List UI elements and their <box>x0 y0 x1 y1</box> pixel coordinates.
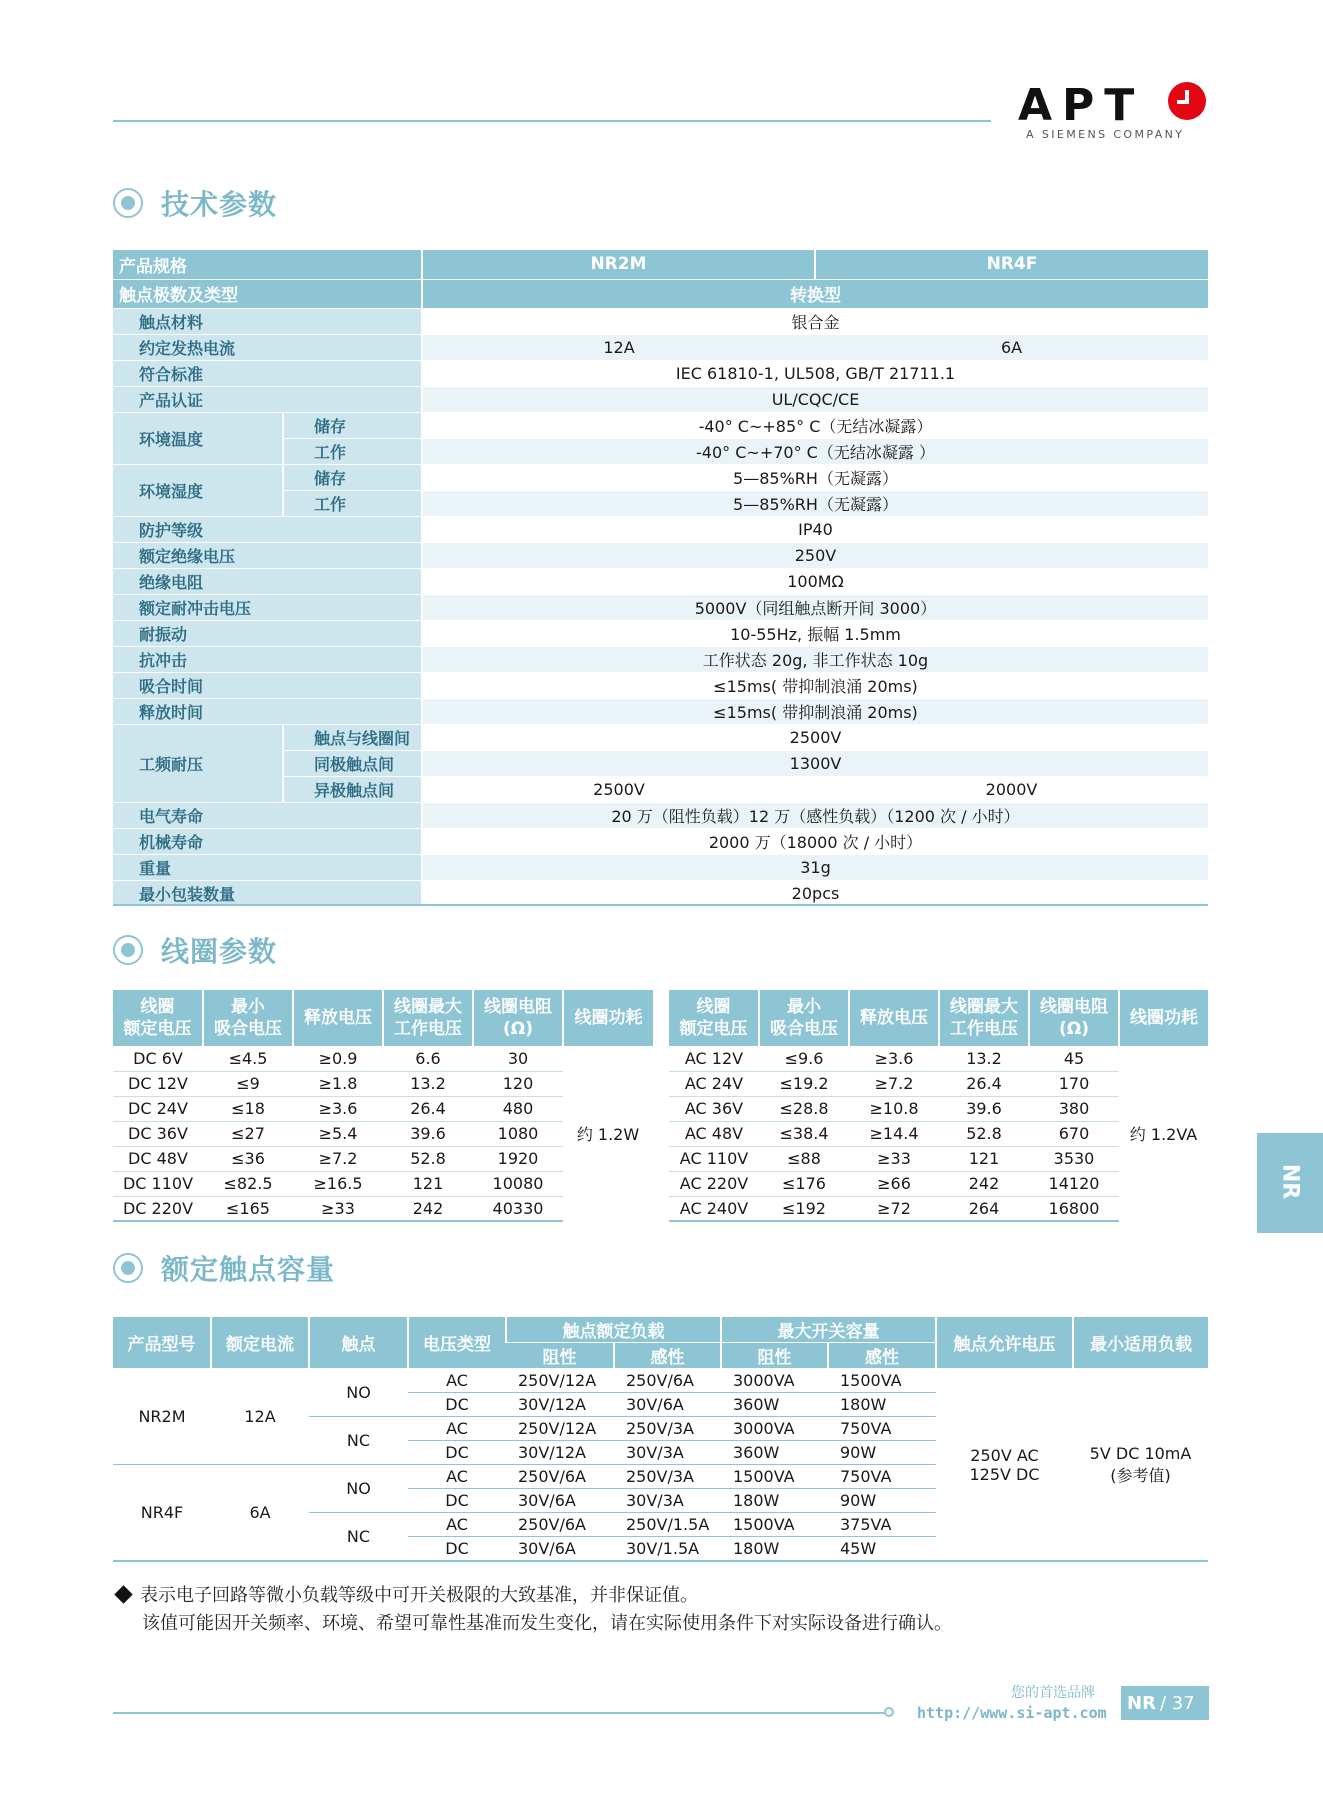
coil-cell: 45 <box>1029 1046 1119 1071</box>
coil-cell: ≥0.9 <box>293 1046 383 1071</box>
spec-row-value: 5000V（同组触点断开间 3000） <box>422 594 1208 620</box>
coil-cell: 242 <box>939 1171 1029 1196</box>
contact-type: NO <box>309 1465 408 1513</box>
coil-col-header-line: 线圈最大 <box>950 997 1018 1017</box>
spec-row-label: 触点极数及类型 <box>113 279 422 308</box>
coil-cell: DC 36V <box>113 1121 203 1146</box>
capacity-value: 180W <box>721 1537 828 1561</box>
capacity-value: 250V/6A <box>506 1465 614 1489</box>
capacity-value: 3000VA <box>721 1369 828 1393</box>
coil-cell: 13.2 <box>939 1046 1029 1071</box>
coil-cell: ≥10.8 <box>849 1096 939 1121</box>
coil-cell: 30 <box>473 1046 563 1071</box>
coil-col-header-line: 线圈电阻 <box>1040 997 1108 1017</box>
allowed-voltage <box>936 1369 1073 1561</box>
voltage-type: AC <box>408 1465 506 1489</box>
capacity-value: 45W <box>828 1537 936 1561</box>
coil-col-header <box>849 990 939 1046</box>
spec-row <box>113 854 1208 880</box>
min-load-value: 5V DC 10mA <box>1089 1443 1192 1463</box>
coil-col-header-line: 线圈电阻 <box>484 997 552 1017</box>
model-name: NR2M <box>113 1369 211 1465</box>
coil-cell: 264 <box>939 1196 1029 1221</box>
coil-cell: ≥7.2 <box>293 1146 383 1171</box>
spec-row-value: 工作状态 20g, 非工作状态 10g <box>422 646 1208 672</box>
spec-row <box>113 594 1208 620</box>
coil-cell: ≥66 <box>849 1171 939 1196</box>
spec-row-label: 环境湿度 <box>113 464 283 516</box>
spec-row-sublabel: 工作 <box>283 438 422 464</box>
capacity-value: 1500VA <box>721 1513 828 1537</box>
coil-cell: 170 <box>1029 1071 1119 1096</box>
capacity-value: 375VA <box>828 1513 936 1537</box>
spec-value-nr2m: 2500V <box>422 776 815 802</box>
contact-type: NO <box>309 1369 408 1417</box>
min-load <box>1073 1369 1208 1561</box>
spec-header-nr4f: NR4F <box>815 250 1208 279</box>
footer-url: http://www.si-apt.com <box>917 1704 1107 1722</box>
coil-col-header-line: 线圈功耗 <box>574 1008 643 1028</box>
spec-row-value: 2500V <box>422 724 1208 750</box>
coil-cell: ≤27 <box>203 1121 293 1146</box>
coil-cell: 52.8 <box>939 1121 1029 1146</box>
contact-capacity-table <box>113 1317 1208 1561</box>
voltage-type: AC <box>408 1417 506 1441</box>
spec-row <box>113 828 1208 854</box>
coil-cell: 40330 <box>473 1196 563 1221</box>
voltage-type: DC <box>408 1441 506 1465</box>
coil-col-header-line: 工作电压 <box>950 1019 1018 1039</box>
capacity-value: 30V/1.5A <box>614 1537 721 1561</box>
capacity-value: 1500VA <box>721 1465 828 1489</box>
coil-col-header <box>669 990 759 1046</box>
capacity-value: 250V/12A <box>506 1369 614 1393</box>
coil-cell: ≥33 <box>849 1146 939 1171</box>
coil-col-header-line: 额定电压 <box>679 1019 748 1039</box>
spec-row-label: 产品认证 <box>113 386 422 412</box>
coil-cell: 3530 <box>1029 1146 1119 1171</box>
spec-row <box>113 542 1208 568</box>
spec-value-nr4f: 2000V <box>815 776 1208 802</box>
spec-row <box>113 516 1208 542</box>
capacity-value: 750VA <box>828 1417 936 1441</box>
coil-col-header-line: 最小 <box>787 997 821 1017</box>
spec-row-label: 触点材料 <box>113 308 422 334</box>
page-number: 37 <box>1171 1692 1195 1714</box>
coil-cell: AC 36V <box>669 1096 759 1121</box>
coil-cell: AC 24V <box>669 1071 759 1096</box>
coil-col-header-line: 线圈最大 <box>394 997 462 1017</box>
coil-table-ac <box>669 990 1208 1222</box>
spec-row-value: 5—85%RH（无凝露） <box>422 490 1208 516</box>
capacity-value: 180W <box>721 1489 828 1513</box>
coil-cell: ≤176 <box>759 1171 849 1196</box>
capacity-value: 250V/6A <box>614 1369 721 1393</box>
capacity-value: 30V/6A <box>506 1489 614 1513</box>
spec-row-label: 防护等级 <box>113 516 422 542</box>
spec-header-row <box>113 279 1208 308</box>
spec-table-bottom-rule <box>113 904 1208 906</box>
coil-col-header-line: 线圈 <box>140 997 175 1017</box>
coil-cell: ≤82.5 <box>203 1171 293 1196</box>
coil-cell: ≤28.8 <box>759 1096 849 1121</box>
coil-power: 约 1.2W <box>576 1125 640 1144</box>
capacity-value: 30V/3A <box>614 1489 721 1513</box>
min-load-note: (参考值) <box>1110 1465 1171 1485</box>
spec-header-nr2m: NR2M <box>422 250 815 279</box>
coil-cell: DC 12V <box>113 1071 203 1096</box>
spec-row-label: 重量 <box>113 854 422 880</box>
spec-header-row <box>113 250 1208 279</box>
coil-col-header <box>759 990 849 1046</box>
spec-row <box>113 646 1208 672</box>
clock-icon <box>1168 82 1206 120</box>
coil-col-header <box>939 990 1029 1046</box>
spec-row-label: 耐振动 <box>113 620 422 646</box>
bullet-ring-icon <box>113 1253 143 1283</box>
coil-cell: 121 <box>383 1171 473 1196</box>
spec-row-label: 约定发热电流 <box>113 334 422 360</box>
col-header-contact: 触点 <box>309 1317 408 1369</box>
spec-value-nr2m: 12A <box>422 334 815 360</box>
spec-row-value: IP40 <box>422 516 1208 542</box>
coil-cell: ≤192 <box>759 1196 849 1221</box>
col-header-voltage-type: 电压类型 <box>408 1317 506 1369</box>
spec-row-sublabel: 触点与线圈间 <box>283 724 422 750</box>
coil-cell: ≥7.2 <box>849 1071 939 1096</box>
capacity-value: 250V/3A <box>614 1465 721 1489</box>
coil-cell: AC 240V <box>669 1196 759 1221</box>
coil-cell: 13.2 <box>383 1071 473 1096</box>
spec-row-sublabel: 异极触点间 <box>283 776 422 802</box>
spec-row-label: 工频耐压 <box>113 724 283 802</box>
capacity-value: 750VA <box>828 1465 936 1489</box>
coil-cell: ≥3.6 <box>849 1046 939 1071</box>
coil-cell: AC 48V <box>669 1121 759 1146</box>
coil-cell: ≤9 <box>203 1071 293 1096</box>
coil-cell: 39.6 <box>939 1096 1029 1121</box>
voltage-type: AC <box>408 1369 506 1393</box>
footnote-line-2: 该值可能因开关频率、环境、希望可靠性基准而发生变化，请在实际使用条件下对实际设备进行确认。 <box>142 1613 952 1634</box>
spec-row-label: 释放时间 <box>113 698 422 724</box>
footer-rule-end-icon <box>884 1707 894 1717</box>
spec-row-label: 符合标准 <box>113 360 422 386</box>
spec-row <box>113 672 1208 698</box>
coil-cell: DC 48V <box>113 1146 203 1171</box>
spec-row-label: 环境温度 <box>113 412 283 464</box>
coil-cell: 242 <box>383 1196 473 1221</box>
coil-cell: ≥16.5 <box>293 1171 383 1196</box>
coil-cell: DC 110V <box>113 1171 203 1196</box>
capacity-value: 250V/6A <box>506 1513 614 1537</box>
spec-row-value: 5—85%RH（无凝露） <box>422 464 1208 490</box>
coil-col-header <box>203 990 293 1046</box>
spec-row-sublabel: 储存 <box>283 412 422 438</box>
spec-value-nr4f: 6A <box>815 334 1208 360</box>
spec-row-value: 31g <box>422 854 1208 880</box>
capacity-table-bottom-rule <box>113 1560 1208 1562</box>
bullet-ring-icon <box>113 935 143 965</box>
coil-col-header-line: 释放电压 <box>304 1008 372 1028</box>
coil-cell: DC 220V <box>113 1196 203 1221</box>
spec-row-label: 额定耐冲击电压 <box>113 594 422 620</box>
spec-header-label: 产品规格 <box>113 250 422 279</box>
coil-cell: AC 110V <box>669 1146 759 1171</box>
model-current: 12A <box>211 1369 309 1465</box>
coil-col-header-line: 吸合电压 <box>214 1019 282 1039</box>
section-title-coil: 线圈参数 <box>113 930 277 970</box>
coil-cell: 16800 <box>1029 1196 1119 1221</box>
spec-row-value: -40° C~+70° C（无结冰凝露 ） <box>422 438 1208 464</box>
coil-cell: 120 <box>473 1071 563 1096</box>
capacity-value: 30V/3A <box>614 1441 721 1465</box>
footnote-line-1: 表示电子回路等微小负载等级中可开关极限的大致基准，并非保证值。 <box>140 1585 698 1606</box>
coil-cell: ≤19.2 <box>759 1071 849 1096</box>
spec-row-label: 机械寿命 <box>113 828 422 854</box>
diamond-bullet-icon <box>114 1585 132 1603</box>
coil-col-header <box>1119 990 1208 1046</box>
coil-col-header <box>563 990 653 1046</box>
coil-cell: ≥33 <box>293 1196 383 1221</box>
capacity-value: 180W <box>828 1393 936 1417</box>
coil-cell: 1080 <box>473 1121 563 1146</box>
capacity-value: 90W <box>828 1489 936 1513</box>
spec-row <box>113 724 1208 750</box>
coil-cell: AC 220V <box>669 1171 759 1196</box>
footer-slogan: 您的首选品牌 <box>1011 1685 1095 1701</box>
coil-cell: 670 <box>1029 1121 1119 1146</box>
coil-cell: ≥14.4 <box>849 1121 939 1146</box>
bullet-ring-icon <box>113 188 143 218</box>
coil-col-header <box>293 990 383 1046</box>
coil-cell: 1920 <box>473 1146 563 1171</box>
coil-cell: DC 6V <box>113 1046 203 1071</box>
footer-section: NR <box>1127 1692 1156 1714</box>
spec-row-value: 20pcs <box>422 880 1208 906</box>
coil-cell: ≥5.4 <box>293 1121 383 1146</box>
apt-logo <box>1018 74 1208 144</box>
capacity-value: 30V/12A <box>506 1441 614 1465</box>
spec-row <box>113 802 1208 828</box>
spec-row-value: UL/CQC/CE <box>422 386 1208 412</box>
col-header-current: 额定电流 <box>211 1317 309 1369</box>
col-header-rated-inductive: 感性 <box>614 1343 721 1369</box>
spec-row <box>113 360 1208 386</box>
coil-col-header <box>383 990 473 1046</box>
section-title-capacity: 额定触点容量 <box>113 1248 335 1288</box>
spec-row-value: 银合金 <box>422 308 1208 334</box>
spec-row-label: 绝缘电阻 <box>113 568 422 594</box>
col-header-allowed-voltage: 触点允许电压 <box>936 1317 1073 1369</box>
coil-col-header-line: 最小 <box>231 997 265 1017</box>
spec-row <box>113 334 1208 360</box>
spec-row <box>113 620 1208 646</box>
coil-cell: 6.6 <box>383 1046 473 1071</box>
coil-cell: 26.4 <box>383 1096 473 1121</box>
footer-rule <box>113 1712 887 1714</box>
coil-cell: DC 24V <box>113 1096 203 1121</box>
spec-row-sublabel: 工作 <box>283 490 422 516</box>
coil-col-header-line: (Ω) <box>1059 1019 1089 1039</box>
spec-row <box>113 308 1208 334</box>
spec-table <box>113 250 1208 907</box>
spec-row-value: ≤15ms( 带抑制浪涌 20ms) <box>422 698 1208 724</box>
model-current: 6A <box>211 1465 309 1561</box>
coil-col-header-line: 线圈功耗 <box>1130 1008 1198 1028</box>
coil-cell: ≤4.5 <box>203 1046 293 1071</box>
voltage-type: AC <box>408 1513 506 1537</box>
col-header-rated-load: 触点额定负载 <box>506 1317 721 1343</box>
spec-row-sublabel: 储存 <box>283 464 422 490</box>
col-header-rated-resistive: 阻性 <box>506 1343 614 1369</box>
spec-row <box>113 698 1208 724</box>
allowed-voltage-dc: 125V DC <box>969 1464 1040 1484</box>
spec-row-value: 250V <box>422 542 1208 568</box>
contact-type: NC <box>309 1513 408 1561</box>
col-header-model: 产品型号 <box>113 1317 211 1369</box>
col-header-max-inductive: 感性 <box>828 1343 936 1369</box>
voltage-type: DC <box>408 1537 506 1561</box>
voltage-type: DC <box>408 1489 506 1513</box>
coil-cell: ≤165 <box>203 1196 293 1221</box>
coil-cell: 121 <box>939 1146 1029 1171</box>
spec-row-label: 抗冲击 <box>113 646 422 672</box>
model-name: NR4F <box>113 1465 211 1561</box>
allowed-voltage-ac: 250V AC <box>970 1445 1039 1465</box>
coil-cell: 14120 <box>1029 1171 1119 1196</box>
coil-row <box>113 1046 653 1071</box>
coil-cell: ≥3.6 <box>293 1096 383 1121</box>
capacity-value: 250V/1.5A <box>614 1513 721 1537</box>
spec-row-label: 最小包装数量 <box>113 880 422 906</box>
header-rule <box>113 120 991 122</box>
spec-row-value: IEC 61810-1, UL508, GB/T 21711.1 <box>422 360 1208 386</box>
coil-power: 约 1.2VA <box>1129 1125 1198 1144</box>
coil-cell: ≥1.8 <box>293 1071 383 1096</box>
spec-row <box>113 412 1208 438</box>
spec-row-label: 额定绝缘电压 <box>113 542 422 568</box>
spec-row-sublabel: 同极触点间 <box>283 750 422 776</box>
capacity-value: 30V/6A <box>506 1537 614 1561</box>
capacity-value: 90W <box>828 1441 936 1465</box>
spec-row <box>113 386 1208 412</box>
coil-cell: ≤9.6 <box>759 1046 849 1071</box>
capacity-value: 360W <box>721 1441 828 1465</box>
col-header-max-resistive: 阻性 <box>721 1343 828 1369</box>
capacity-value: 30V/12A <box>506 1393 614 1417</box>
coil-cell: 52.8 <box>383 1146 473 1171</box>
coil-row <box>669 1046 1208 1071</box>
spec-row-value: 10-55Hz, 振幅 1.5mm <box>422 620 1208 646</box>
capacity-value: 30V/6A <box>614 1393 721 1417</box>
section-title-tech: 技术参数 <box>113 183 277 223</box>
coil-cell: 380 <box>1029 1096 1119 1121</box>
coil-cell: AC 12V <box>669 1046 759 1071</box>
coil-col-header <box>473 990 563 1046</box>
col-header-max-capacity: 最大开关容量 <box>721 1317 936 1343</box>
coil-cell: ≤88 <box>759 1146 849 1171</box>
coil-col-header-line: 释放电压 <box>860 1008 928 1028</box>
coil-table-dc <box>113 990 653 1222</box>
capacity-value: 3000VA <box>721 1417 828 1441</box>
coil-col-header-line: 工作电压 <box>394 1019 462 1039</box>
coil-col-header <box>113 990 203 1046</box>
page-number-badge: NR / 37 <box>1121 1686 1209 1720</box>
spec-row-label: 吸合时间 <box>113 672 422 698</box>
spec-row-value: 20 万（阻性负载）12 万（感性负载）（1200 次 / 小时） <box>422 802 1208 828</box>
spec-row-value: 100MΩ <box>422 568 1208 594</box>
spec-row-label: 电气寿命 <box>113 802 422 828</box>
spec-row <box>113 880 1208 906</box>
voltage-type: DC <box>408 1393 506 1417</box>
capacity-value: 250V/3A <box>614 1417 721 1441</box>
contact-type: NC <box>309 1417 408 1465</box>
capacity-value: 360W <box>721 1393 828 1417</box>
coil-col-header-line: 吸合电压 <box>770 1019 838 1039</box>
spec-row-value: ≤15ms( 带抑制浪涌 20ms) <box>422 672 1208 698</box>
spec-row-value: -40° C~+85° C（无结冰凝露） <box>422 412 1208 438</box>
coil-col-header-line: 额定电压 <box>123 1019 192 1039</box>
coil-cell: 39.6 <box>383 1121 473 1146</box>
spec-row-value: 1300V <box>422 750 1208 776</box>
coil-cell: 26.4 <box>939 1071 1029 1096</box>
spec-row-value: 2000 万（18000 次 / 小时） <box>422 828 1208 854</box>
coil-col-header-line: (Ω) <box>503 1019 533 1039</box>
spec-row <box>113 464 1208 490</box>
coil-cell: ≤38.4 <box>759 1121 849 1146</box>
coil-col-header <box>1029 990 1119 1046</box>
col-header-min-load: 最小适用负载 <box>1073 1317 1208 1369</box>
logo-tagline: A SIEMENS COMPANY <box>1026 128 1185 141</box>
spec-row <box>113 568 1208 594</box>
coil-cell: 480 <box>473 1096 563 1121</box>
coil-cell: 10080 <box>473 1171 563 1196</box>
coil-cell: ≤18 <box>203 1096 293 1121</box>
capacity-row <box>113 1369 1208 1393</box>
capacity-value: 250V/12A <box>506 1417 614 1441</box>
spec-row-value: 转换型 <box>422 279 1208 308</box>
capacity-value: 1500VA <box>828 1369 936 1393</box>
section-side-tab: NR <box>1257 1133 1323 1233</box>
logo-letters: APT <box>1018 80 1145 131</box>
coil-cell: ≤36 <box>203 1146 293 1171</box>
coil-cell: ≥72 <box>849 1196 939 1221</box>
coil-col-header-line: 线圈 <box>696 997 731 1017</box>
footnote <box>115 1582 952 1638</box>
